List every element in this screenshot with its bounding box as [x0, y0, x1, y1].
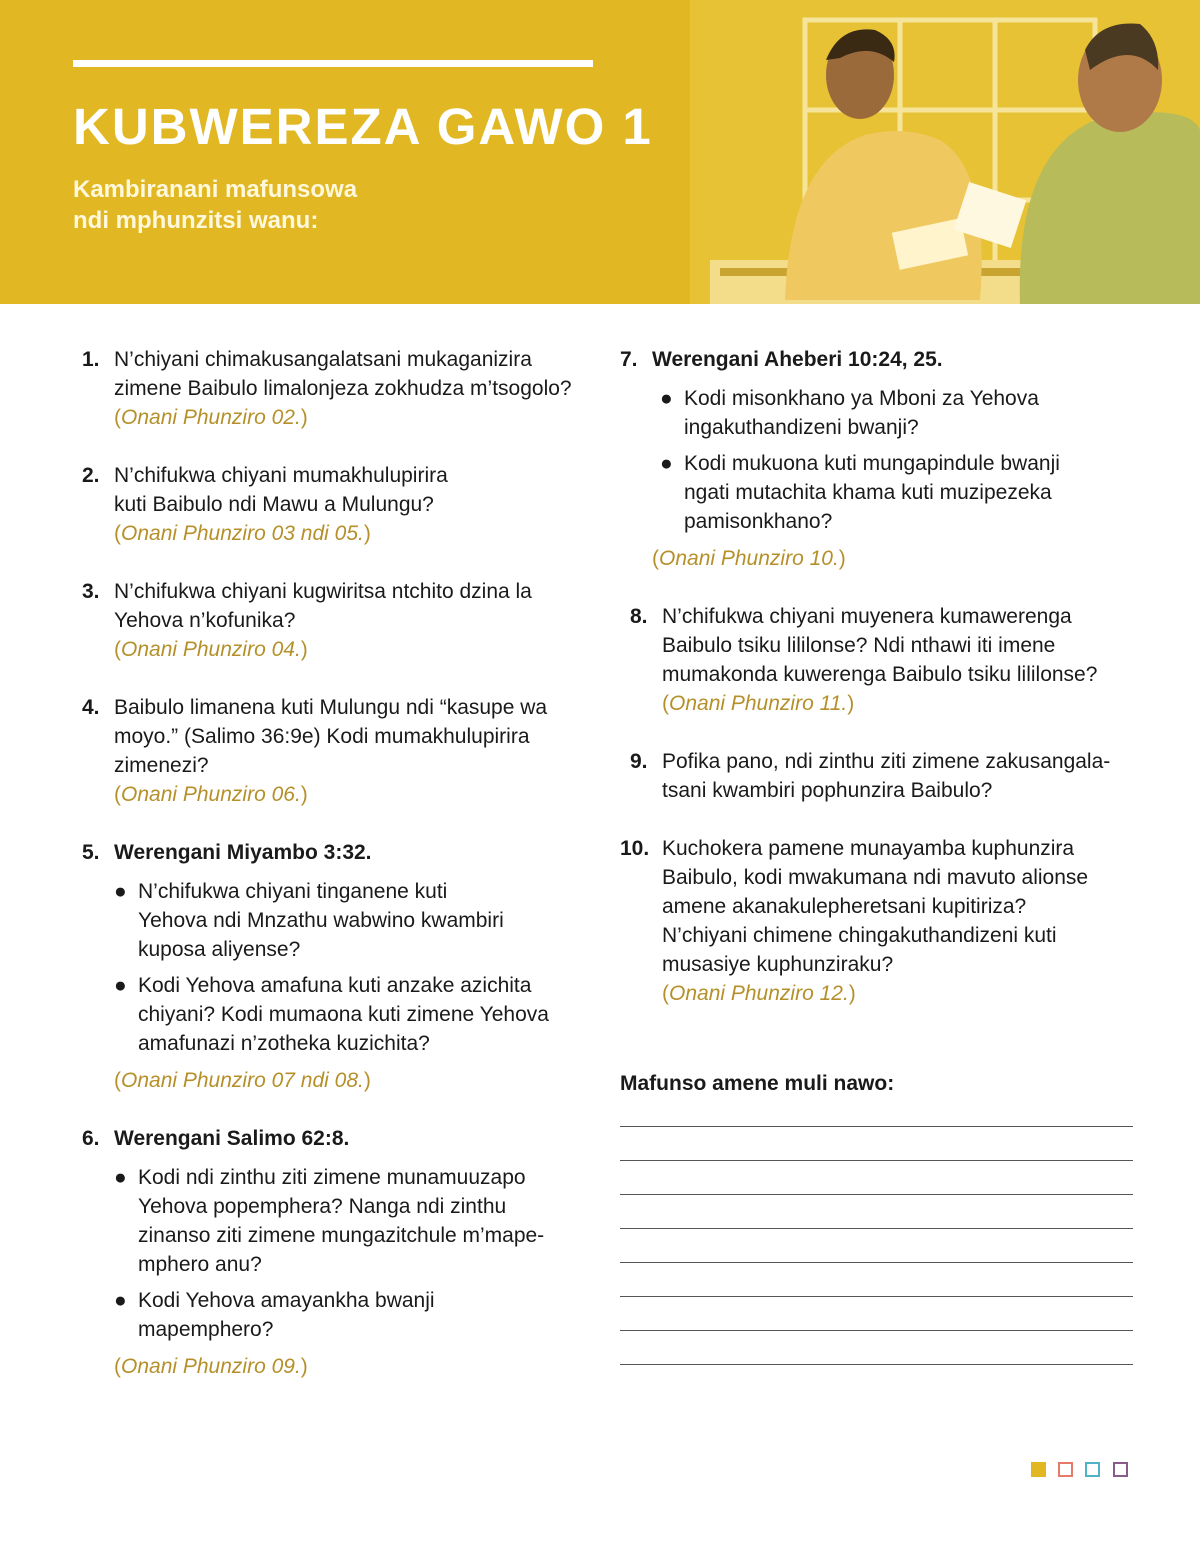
question-10 — [620, 834, 1140, 1008]
question-number: 9. — [630, 750, 648, 773]
questions-left-column — [82, 345, 602, 1410]
outline-square-icon — [1085, 1462, 1100, 1477]
lesson-reference: (Onani Phunziro 02.) — [114, 406, 308, 429]
question-5 — [82, 838, 602, 1095]
subtitle-line-2: ndi mphunzitsi wanu: — [73, 207, 319, 234]
note-line[interactable] — [620, 1126, 1133, 1127]
lesson-reference: (Onani Phunziro 03 ndi 05.) — [114, 522, 371, 545]
study-illustration — [690, 0, 1200, 304]
note-line[interactable] — [620, 1228, 1133, 1229]
question-text-line: N’chifukwa chiyani mumakhulupirira — [114, 464, 448, 487]
question-text-line: Baibulo, kodi mwakumana ndi mavuto alionse — [662, 866, 1089, 889]
question-number: 1. — [82, 348, 100, 371]
question-text-line: tsani kwambiri pophunzira Baibulo? — [662, 779, 993, 802]
note-line[interactable] — [620, 1330, 1133, 1331]
note-line[interactable] — [620, 1296, 1133, 1297]
question-text-line: zimene Baibulo limalonjeza zokhudza m’tsogolo? — [114, 377, 572, 400]
lesson-reference: (Onani Phunziro 11.) — [662, 692, 855, 715]
question-number: 5. — [82, 841, 100, 864]
question-text-line: Baibulo limanena kuti Mulungu ndi “kasupe wa — [114, 696, 548, 719]
question-7 — [620, 345, 1140, 573]
question-text-line: kuti Baibulo ndi Mawu a Mulungu? — [114, 493, 434, 516]
question-text-line: Kuchokera pamene munayamba kuphunzira — [662, 837, 1075, 860]
question-text-line: zimenezi? — [114, 754, 209, 777]
question-9 — [620, 747, 1140, 805]
question-6 — [82, 1124, 602, 1381]
question-text-line: Pofika pano, ndi zinthu ziti zimene zakusangala- — [662, 750, 1111, 773]
question-text-line: amene akanakulepheretsani kupitiriza? — [662, 895, 1027, 918]
bullet-list — [114, 877, 602, 1058]
note-line[interactable] — [620, 1262, 1133, 1263]
note-line[interactable] — [620, 1194, 1133, 1195]
bullet-list — [114, 1163, 602, 1344]
bullet-item: ● Kodi misonkhano ya Mboni za Yehova ingakuthandizeni bwanji? — [660, 387, 1039, 439]
lesson-reference: (Onani Phunziro 10.) — [652, 547, 846, 570]
question-number: 4. — [82, 696, 100, 719]
question-heading: Werengani Salimo 62:8. — [114, 1127, 350, 1150]
question-number: 2. — [82, 464, 100, 487]
question-number: 10. — [620, 837, 650, 860]
lesson-reference: (Onani Phunziro 09.) — [114, 1355, 308, 1378]
question-text-line: N’chifukwa chiyani muyenera kumawerenga — [662, 605, 1072, 628]
bullet-item: ● Kodi ndi zinthu ziti zimene munamuuzapo Yehova popemphera? Nanga ndi zinthu zinanso ziti zimene mungazitchule m’mape- mphero anu? — [114, 1166, 545, 1276]
questions-right-column — [620, 345, 1140, 1037]
question-text-line: N’chiyani chimakusangalatsani mukaganizira — [114, 348, 532, 371]
header-banner — [0, 0, 1200, 304]
question-heading: Werengani Aheberi 10:24, 25. — [652, 348, 943, 371]
question-number: 7. — [620, 348, 638, 371]
page-subtitle — [73, 174, 357, 236]
filled-square-icon — [1031, 1462, 1046, 1477]
question-text-line: N’chifukwa chiyani kugwiritsa ntchito dzina la — [114, 580, 532, 603]
page-title: KUBWEREZA GAWO 1 — [73, 98, 653, 155]
outline-square-icon — [1113, 1462, 1128, 1477]
question-heading: Werengani Miyambo 3:32. — [114, 841, 372, 864]
outline-square-icon — [1058, 1462, 1073, 1477]
bullet-item: ● N’chifukwa chiyani tinganene kuti Yehova ndi Mnzathu wabwino kwambiri kuposa aliyense? — [114, 880, 504, 961]
question-text-line: Yehova n’kofunika? — [114, 609, 296, 632]
question-number: 3. — [82, 580, 100, 603]
notes-heading: Mafunso amene muli nawo: — [620, 1072, 895, 1095]
question-3 — [82, 577, 602, 664]
header-rule — [73, 60, 593, 67]
note-line[interactable] — [620, 1160, 1133, 1161]
question-text-line: mumakonda kuwerenga Baibulo tsiku lililonse? — [662, 663, 1098, 686]
subtitle-line-1: Kambiranani mafunsowa — [73, 176, 358, 203]
question-text-line: musasiye kuphunziraku? — [662, 953, 894, 976]
bullet-item: ● Kodi Yehova amafuna kuti anzake azichita chiyani? Kodi mumaona kuti zimene Yehova amafunazi n’zotheka kuzichita? — [114, 974, 549, 1055]
question-text-line: N’chiyani chimene chingakuthandizeni kuti — [662, 924, 1057, 947]
bullet-item: ● Kodi Yehova amayankha bwanji mapemphero? — [114, 1289, 435, 1341]
question-text-line: Baibulo tsiku lililonse? Ndi nthawi iti imene — [662, 634, 1056, 657]
question-text-line: moyo.” (Salimo 36:9e) Kodi mumakhulupirira — [114, 725, 530, 748]
bullet-item: ● Kodi mukuona kuti mungapindule bwanji ngati mutachita khama kuti muzipezeka pamisonkhano? — [660, 452, 1060, 533]
question-2 — [82, 461, 602, 548]
question-1 — [82, 345, 602, 432]
question-8 — [620, 602, 1140, 718]
lesson-reference: (Onani Phunziro 07 ndi 08.) — [114, 1069, 371, 1092]
lesson-reference: (Onani Phunziro 12.) — [662, 982, 856, 1005]
question-number: 6. — [82, 1127, 100, 1150]
question-4 — [82, 693, 602, 809]
lesson-reference: (Onani Phunziro 04.) — [114, 638, 308, 661]
note-line[interactable] — [620, 1364, 1133, 1365]
lesson-reference: (Onani Phunziro 06.) — [114, 783, 308, 806]
question-number: 8. — [630, 605, 648, 628]
bullet-list — [660, 384, 1140, 536]
